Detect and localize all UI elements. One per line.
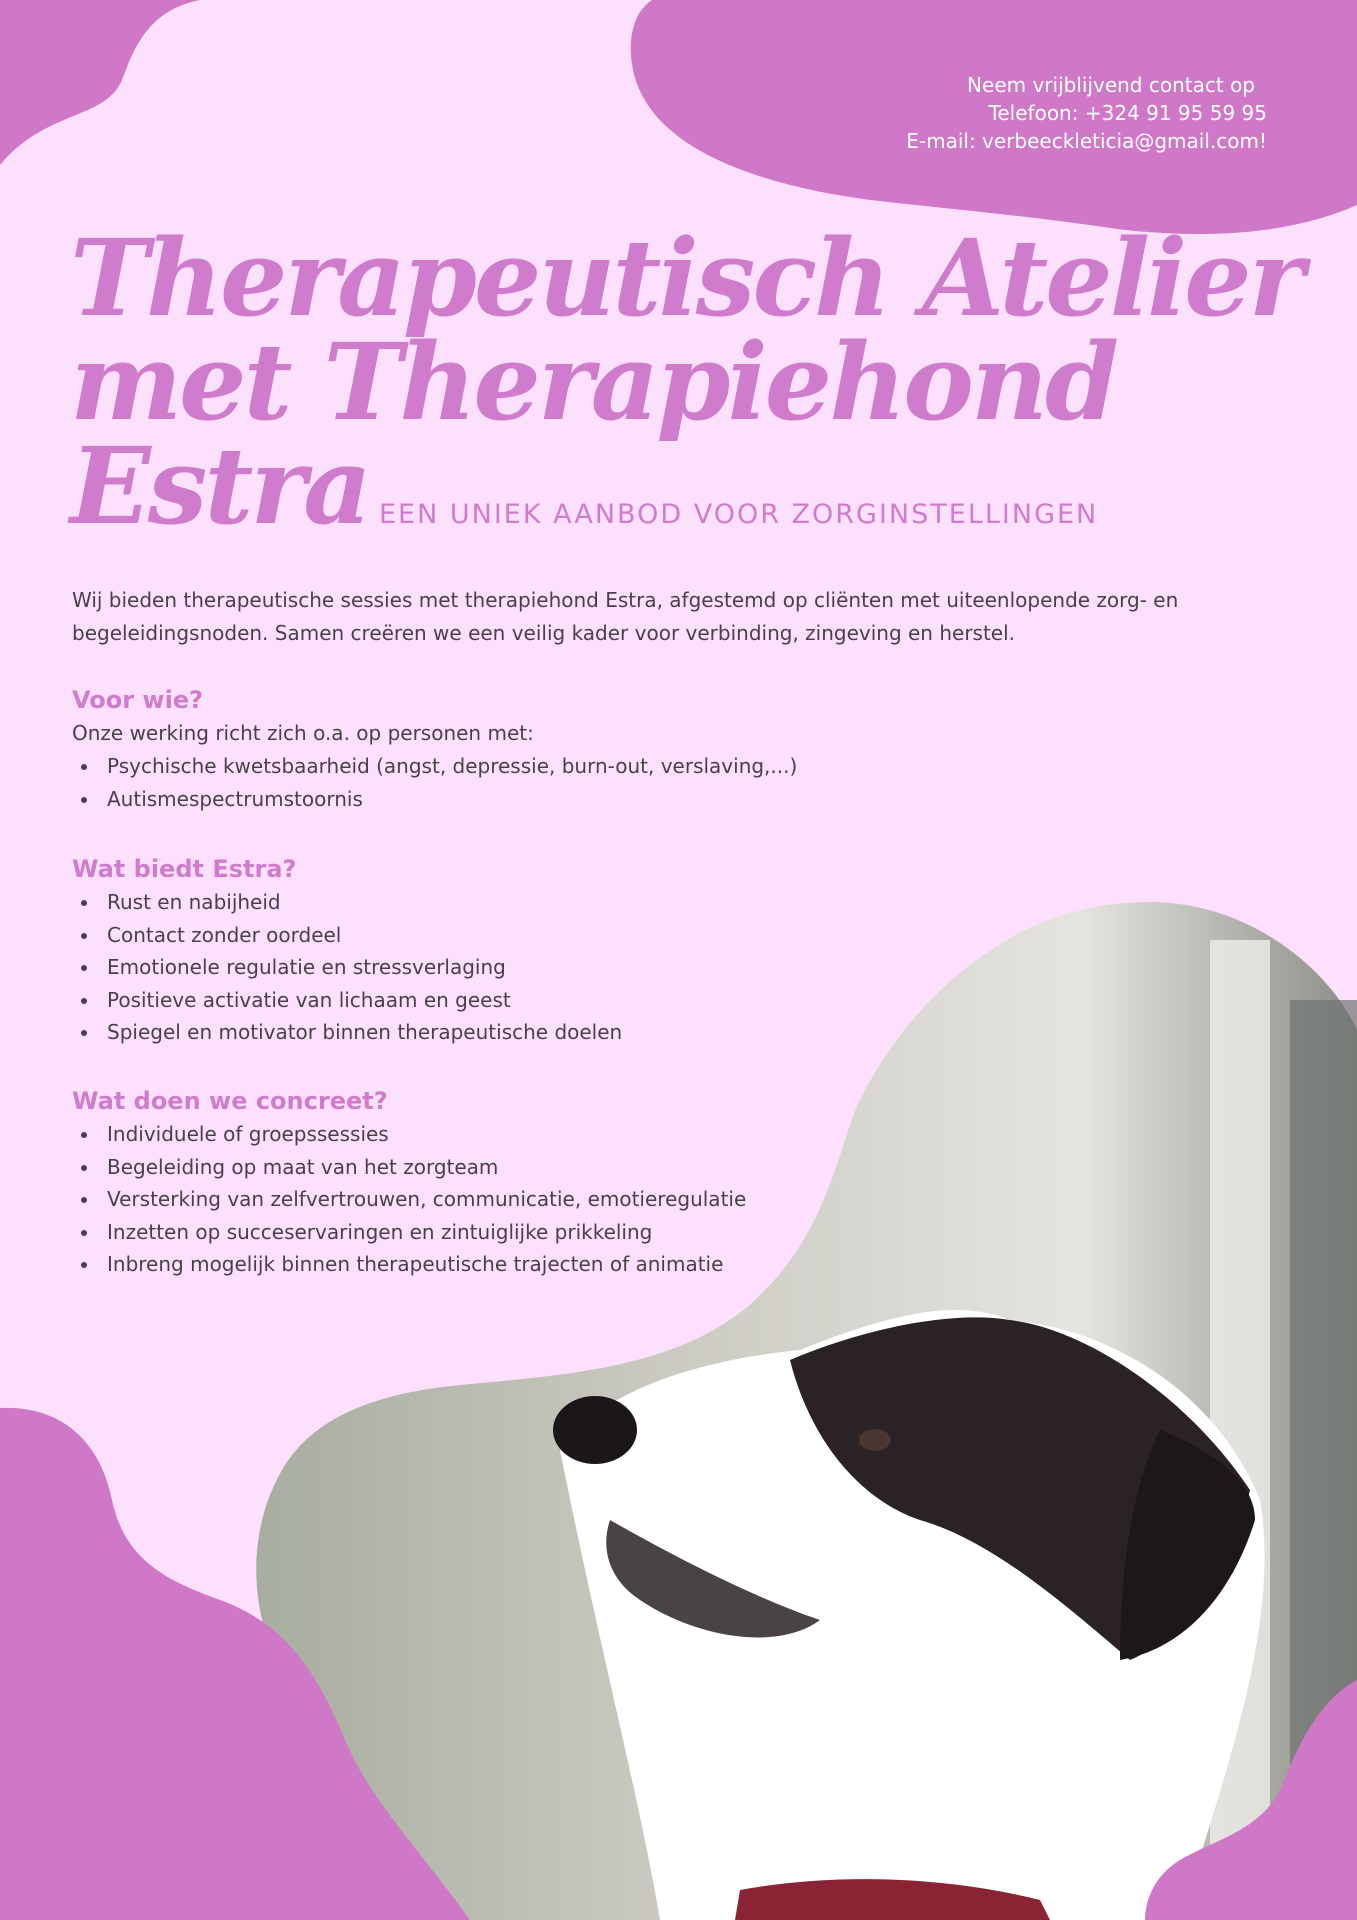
title-line-3: Estra — [70, 423, 369, 548]
bullet-list — [72, 886, 832, 1049]
section-heading: Wat doen we concreet? — [72, 1087, 388, 1115]
list-item: Rust en nabijheid — [72, 886, 832, 919]
intro-paragraph: Wij bieden therapeutische sessies met therapiehond Estra, afgestemd op cliënten met uiteenlopende zorg- en begeleidingsnoden. Samen creëren we een veilig kader voor verbinding, zingeving en herstel. — [72, 588, 1179, 645]
contact-phone: Telefoon: +324 91 95 59 95 — [988, 101, 1267, 125]
title-line-2: met Therapiehond — [70, 319, 1117, 444]
section-lead: Onze werking richt zich o.a. op personen met: — [72, 721, 534, 745]
section-voor-wie — [72, 683, 832, 815]
list-item: Individuele of groepssessies — [72, 1118, 832, 1151]
page-title — [70, 215, 1302, 567]
contact-email: E-mail: verbeeckleticia@gmail.com! — [906, 129, 1267, 153]
top-left-blob — [0, 0, 200, 165]
bullet-list — [72, 1118, 832, 1281]
list-item: Positieve activatie van lichaam en geest — [72, 984, 832, 1017]
list-item: Autismespectrumstoornis — [72, 783, 832, 816]
title-line-3-wrap — [70, 423, 1270, 567]
list-item: Contact zonder oordeel — [72, 919, 832, 952]
list-item: Spiegel en motivator binnen therapeutische doelen — [72, 1016, 832, 1049]
dog-photo — [256, 902, 1357, 1920]
section-heading: Voor wie? — [72, 686, 204, 714]
list-item: Versterking van zelfvertrouwen, communicatie, emotieregulatie — [72, 1183, 832, 1216]
subtitle: EEN UNIEK AANBOD VOOR ZORGINSTELLINGEN — [378, 499, 1099, 530]
list-item: Inbreng mogelijk binnen therapeutische trajecten of animatie — [72, 1248, 832, 1281]
list-item: Inzetten op succeservaringen en zintuiglijke prikkeling — [72, 1216, 832, 1249]
list-item: Psychische kwetsbaarheid (angst, depressie, burn-out, verslaving,...) — [72, 750, 832, 783]
section-wat-doen-we — [72, 1084, 832, 1281]
contact-intro: Neem vrijblijvend contact op — [967, 73, 1255, 97]
section-wat-biedt-estra — [72, 852, 832, 1049]
list-item: Emotionele regulatie en stressverlaging — [72, 951, 832, 984]
title-line-1: Therapeutisch Atelier — [70, 215, 1302, 340]
contact-info — [747, 71, 1267, 155]
bullet-list — [72, 750, 832, 815]
list-item: Begeleiding op maat van het zorgteam — [72, 1151, 832, 1184]
section-heading: Wat biedt Estra? — [72, 855, 297, 883]
